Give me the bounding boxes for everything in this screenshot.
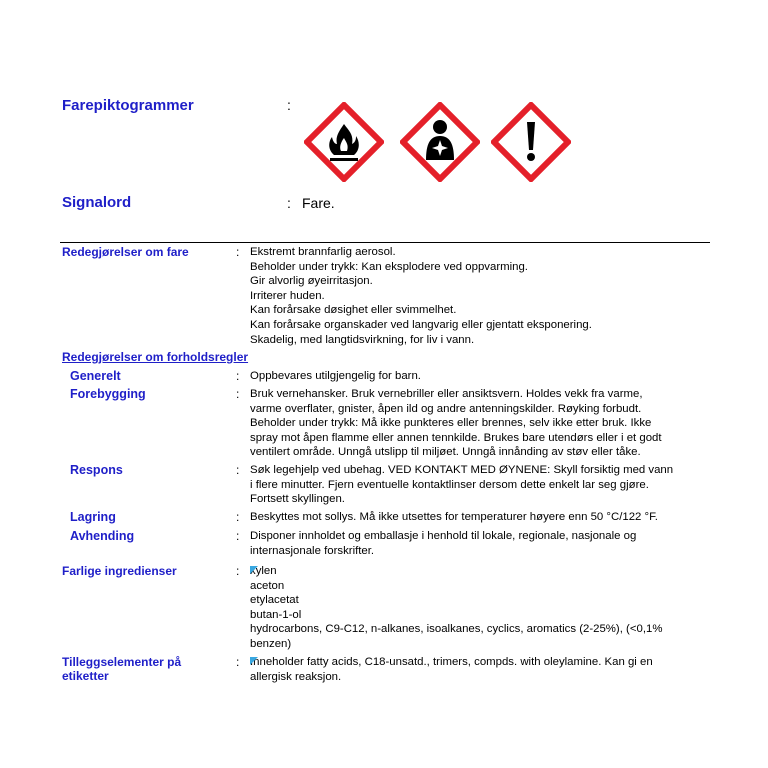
additional-colon: : bbox=[236, 655, 240, 669]
prevention-line: Bruk vernehansker. Bruk vernebriller eller ansiktsvern. Holdes vekk fra varme, bbox=[250, 388, 643, 400]
signal-word-label: Signalord bbox=[62, 194, 132, 211]
ingredient-line: butan-1-ol bbox=[250, 608, 302, 621]
change-marker-icon bbox=[250, 566, 258, 574]
disposal-line: internasjonale forskrifter. bbox=[250, 544, 375, 557]
section-divider bbox=[60, 242, 710, 243]
additional-label-line: etiketter bbox=[62, 669, 109, 683]
prevention-line: spray mot åpen flamme eller annen tennkilde. Brukes bare utendørs eller i et godt bbox=[250, 431, 662, 444]
prevention-colon: : bbox=[236, 387, 240, 401]
response-line: i flere minutter. Fjern eventuelle kontaktlinser dersom dette enkelt lar seg gjøre. bbox=[250, 478, 649, 491]
signal-word-colon: : bbox=[287, 195, 291, 211]
hazard-line: Gir alvorlig øyeirritasjon. bbox=[250, 275, 373, 288]
hazard-line: Ekstremt brannfarlig aerosol. bbox=[250, 246, 396, 258]
additional-line-text: Inneholder fatty acids, C18-unsatd., trimers, compds. with oleylamine. Kan gi en bbox=[250, 656, 653, 668]
response-label: Respons bbox=[70, 463, 123, 477]
ingredients-text bbox=[250, 564, 662, 652]
response-colon: : bbox=[236, 463, 240, 477]
signal-word-value: Fare. bbox=[302, 195, 335, 211]
prevention-text bbox=[250, 387, 662, 460]
prevention-line: varme overflater, gnister, åpen ild og andre antenningskilder. Røyking forbudt. bbox=[250, 402, 642, 415]
ingredient-line: hydrocarbons, C9-C12, n-alkanes, isoalkanes, cyclics, aromatics (2-25%), (<0,1% bbox=[250, 623, 663, 636]
additional-line: allergisk reaksjon. bbox=[250, 670, 342, 683]
response-line: Søk legehjelp ved ubehag. VED KONTAKT MED ØYNENE: Skyll forsiktig med vann bbox=[250, 464, 674, 476]
additional-line bbox=[250, 655, 653, 670]
response-line: Fortsett skyllingen. bbox=[250, 493, 345, 506]
storage-text bbox=[250, 510, 658, 525]
precautionary-heading: Redegjørelser om forholdsregler bbox=[62, 350, 249, 364]
prevention-label: Forebygging bbox=[70, 387, 146, 401]
storage-line: Beskyttes mot sollys. Må ikke utsettes for temperaturer høyere enn 50 °C/122 °F. bbox=[250, 511, 658, 523]
general-label: Generelt bbox=[70, 369, 121, 383]
exclamation-pictogram-icon bbox=[491, 102, 571, 182]
ingredients-colon: : bbox=[236, 564, 240, 578]
disposal-text bbox=[250, 529, 636, 558]
hazard-statements-colon: : bbox=[236, 245, 240, 259]
ingredient-line: benzen) bbox=[250, 637, 292, 650]
prevention-line: ventilert område. Unngå utslipp til miljøet. Unngå innånding av støv eller tåke. bbox=[250, 446, 641, 459]
pictograms-colon: : bbox=[287, 97, 291, 113]
health-hazard-pictogram-icon bbox=[400, 102, 480, 182]
hazard-line: Kan forårsake organskader ved langvarig eller gjentatt eksponering. bbox=[250, 318, 592, 331]
ingredient-line: etylacetat bbox=[250, 594, 299, 607]
hazard-line: Skadelig, med langtidsvirkning, for liv i vann. bbox=[250, 333, 475, 346]
hazard-line: Beholder under trykk: Kan eksplodere ved oppvarming. bbox=[250, 260, 528, 273]
additional-label bbox=[62, 655, 181, 683]
ingredient-line bbox=[250, 564, 662, 579]
flame-pictogram-icon bbox=[304, 102, 384, 182]
hazard-line: Irriterer huden. bbox=[250, 289, 325, 302]
change-marker-icon bbox=[250, 657, 258, 665]
hazard-statements-label: Redegjørelser om fare bbox=[62, 245, 189, 259]
prevention-line: Beholder under trykk: Må ikke punkteres eller brennes, selv ikke etter bruk. Ikke bbox=[250, 417, 652, 430]
disposal-colon: : bbox=[236, 529, 240, 543]
response-text bbox=[250, 463, 673, 507]
general-text bbox=[250, 369, 421, 384]
additional-text bbox=[250, 655, 653, 684]
storage-colon: : bbox=[236, 510, 240, 524]
pictograms-label: Farepiktogrammer bbox=[62, 97, 194, 114]
hazard-statements-text bbox=[250, 245, 592, 347]
ingredients-label: Farlige ingredienser bbox=[62, 564, 177, 578]
storage-label: Lagring bbox=[70, 510, 116, 524]
ingredient-line: aceton bbox=[250, 579, 285, 592]
disposal-label: Avhending bbox=[70, 529, 135, 543]
ingredient-name: xylen bbox=[250, 565, 277, 577]
disposal-line: Disponer innholdet og emballasje i henhold til lokale, regionale, nasjonale og bbox=[250, 530, 637, 542]
general-line: Oppbevares utilgjengelig for barn. bbox=[250, 370, 421, 382]
hazard-line: Kan forårsake døsighet eller svimmelhet. bbox=[250, 304, 457, 317]
general-colon: : bbox=[236, 369, 240, 383]
additional-label-line: Tilleggselementer på bbox=[62, 655, 182, 669]
